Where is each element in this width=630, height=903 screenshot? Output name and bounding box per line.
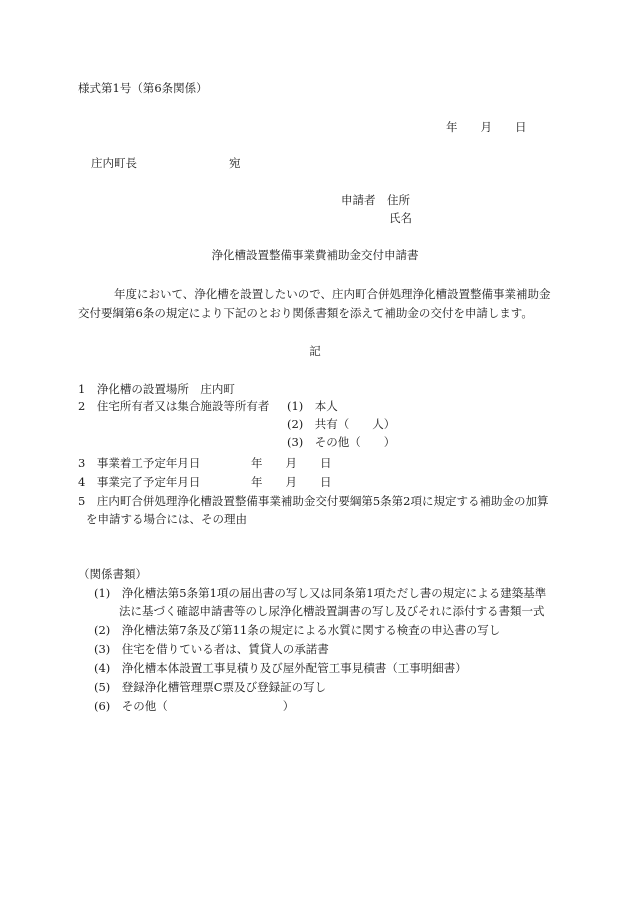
date-line: 年 月 日 [446, 120, 527, 134]
addressee: 庄内町長 宛 [91, 156, 241, 170]
item-2-option-3: (3) その他（ ） [287, 435, 396, 449]
body-line-1: 年度において、浄化槽を設置したいので、庄内町合併処理浄化槽設置整備事業補助金 [114, 287, 551, 301]
applicant-name-label: 氏名 [389, 211, 412, 225]
form-number: 様式第1号（第6条関係） [78, 81, 208, 95]
document-6: (6) その他（ ） [94, 699, 295, 713]
item-3-date: 年 月 日 [251, 456, 332, 470]
item-5-line-1: 5 庄内町合併処理浄化槽設置整備事業補助金交付要綱第5条第2項に規定する補助金の加算 [78, 494, 549, 508]
documents-heading: （関係書類） [78, 567, 147, 581]
item-3-label: 3 事業着工予定年月日 [78, 456, 201, 470]
item-4-date: 年 月 日 [251, 475, 332, 489]
document-5: (5) 登録浄化槽管理票C票及び登録証の写し [94, 680, 327, 694]
document-2: (2) 浄化槽法第7条及び第11条の規定による水質に関する検査の申込書の写し [94, 623, 501, 637]
item-4-label: 4 事業完了予定年月日 [78, 475, 201, 489]
document-1-line-1: (1) 浄化槽法第5条第1項の届出書の写し又は同条第1項ただし書の規定による建築基準 [94, 586, 547, 600]
document-4: (4) 浄化槽本体設置工事見積り及び屋外配管工事見積書（工事明細書） [94, 661, 467, 675]
item-2: 2 住宅所有者又は集合施設等所有者 [78, 399, 270, 413]
document-1-line-2: 法に基づく確認申請書等のし尿浄化槽設置調書の写し及びそれに添付する書類一式 [119, 604, 545, 618]
ki-marker: 記 [309, 344, 321, 358]
item-5-line-2: を申請する場合には、その理由 [86, 512, 247, 526]
item-2-option-1: (1) 本人 [287, 399, 338, 413]
applicant-address-label: 申請者 住所 [341, 193, 410, 207]
item-2-option-2: (2) 共有（ 人） [287, 417, 396, 431]
document-3: (3) 住宅を借りている者は、賃貸人の承諾書 [94, 642, 329, 656]
body-line-2: 交付要綱第6条の規定により下記のとおり関係書類を添えて補助金の交付を申請します。 [78, 306, 533, 320]
item-1: 1 浄化槽の設置場所 庄内町 [78, 382, 235, 396]
document-title: 浄化槽設置整備事業費補助金交付申請書 [211, 248, 419, 262]
